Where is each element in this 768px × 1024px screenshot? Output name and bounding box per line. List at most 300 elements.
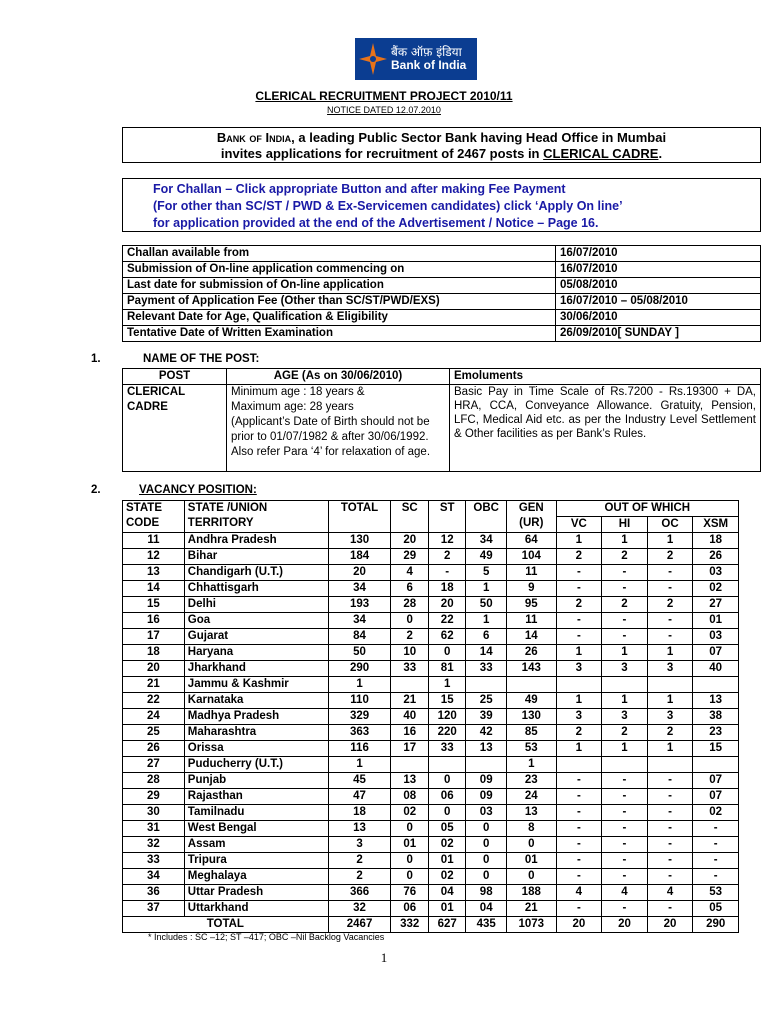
table-cell: 1	[602, 533, 648, 549]
table-cell: 13	[693, 693, 739, 709]
table-cell: 1	[328, 677, 391, 693]
table-cell: -	[556, 837, 602, 853]
table-cell: 0	[428, 773, 465, 789]
table-cell: 50	[328, 645, 391, 661]
table-cell: -	[647, 853, 693, 869]
table-cell: 01	[391, 837, 428, 853]
table-cell: 12	[428, 533, 465, 549]
table-cell: 3	[328, 837, 391, 853]
table-cell: -	[602, 613, 648, 629]
table-cell: -	[556, 869, 602, 885]
table-row	[123, 789, 739, 805]
date-value: 05/08/2010	[556, 278, 761, 294]
age-min: Minimum age : 18 years &	[231, 386, 365, 398]
date-label: Relevant Date for Age, Qualification & Eligibility	[123, 310, 556, 326]
post-table	[122, 368, 761, 472]
table-cell	[693, 677, 739, 693]
state-name-cell: Karnataka	[184, 693, 328, 709]
table-cell: 2	[556, 549, 602, 565]
table-cell: 03	[466, 805, 507, 821]
table-cell: 1	[466, 581, 507, 597]
table-cell: 40	[693, 661, 739, 677]
table-cell: 1	[647, 741, 693, 757]
table-cell: 6	[391, 581, 428, 597]
age-note: (Applicant’s Date of Birth should not be prior to 01/07/1982 & after 30/06/1992. Also refer Para ‘4’ for relaxation of age.	[231, 416, 431, 458]
table-cell: -	[647, 773, 693, 789]
logo-english-text: Bank of India	[391, 58, 467, 72]
table-cell: 32	[123, 837, 185, 853]
table-cell: 62	[428, 629, 465, 645]
table-cell: -	[647, 565, 693, 581]
table-row	[123, 613, 739, 629]
table-cell: 22	[123, 693, 185, 709]
table-row	[123, 677, 739, 693]
table-cell: 2	[647, 597, 693, 613]
post-name: CLERICAL CADRE	[123, 385, 227, 472]
table-cell: -	[693, 821, 739, 837]
table-cell	[556, 677, 602, 693]
table-cell: 28	[391, 597, 428, 613]
column-header: ST	[428, 501, 465, 533]
table-cell: 188	[506, 885, 556, 901]
table-cell: -	[556, 613, 602, 629]
total-cell: 2467	[328, 917, 391, 933]
table-cell: -	[647, 613, 693, 629]
table-cell: 33	[466, 661, 507, 677]
table-cell: 0	[391, 853, 428, 869]
table-row	[123, 629, 739, 645]
table-cell: 366	[328, 885, 391, 901]
table-cell: 18	[693, 533, 739, 549]
table-cell: 20	[123, 661, 185, 677]
table-cell: -	[556, 581, 602, 597]
table-cell	[466, 677, 507, 693]
table-cell: 26	[693, 549, 739, 565]
table-cell: 3	[647, 661, 693, 677]
table-cell: 120	[428, 709, 465, 725]
table-cell: 34	[466, 533, 507, 549]
bank-name: Bank of India	[216, 130, 292, 145]
table-cell: 95	[506, 597, 556, 613]
footnote: * Includes : SC –12; ST –417; OBC –Nil Backlog Vacancies	[148, 932, 385, 942]
table-cell: 11	[123, 533, 185, 549]
section-title: NAME OF THE POST:	[143, 353, 260, 365]
table-cell: 98	[466, 885, 507, 901]
table-cell: 10	[391, 645, 428, 661]
total-cell: 627	[428, 917, 465, 933]
table-cell: 20	[328, 565, 391, 581]
column-header: XSM	[693, 517, 739, 533]
challan-box	[122, 178, 761, 232]
table-cell: 42	[466, 725, 507, 741]
table-cell: 130	[328, 533, 391, 549]
column-header: SC	[391, 501, 428, 533]
table-cell: 25	[123, 725, 185, 741]
table-cell: 0	[391, 869, 428, 885]
challan-line: For Challan – Click appropriate Button and after making Fee Payment	[153, 182, 566, 196]
table-cell: 13	[466, 741, 507, 757]
table-cell: 329	[328, 709, 391, 725]
state-name-cell: Jammu & Kashmir	[184, 677, 328, 693]
table-cell: 2	[556, 725, 602, 741]
column-header: AGE (As on 30/06/2010)	[227, 369, 450, 385]
table-cell: 21	[391, 693, 428, 709]
state-name-cell: Madhya Pradesh	[184, 709, 328, 725]
notice-date: NOTICE DATED 12.07.2010	[327, 105, 441, 115]
star-logo-icon	[355, 38, 391, 80]
table-cell: 2	[647, 549, 693, 565]
table-cell: 05	[693, 901, 739, 917]
total-row	[123, 917, 739, 933]
table-cell: 13	[391, 773, 428, 789]
column-header: POST	[123, 369, 227, 385]
state-name-cell: Bihar	[184, 549, 328, 565]
state-name-cell: Haryana	[184, 645, 328, 661]
table-cell: 2	[602, 597, 648, 613]
table-cell: 37	[123, 901, 185, 917]
table-cell: 13	[328, 821, 391, 837]
date-label: Payment of Application Fee (Other than SC/ST/PWD/EXS)	[123, 294, 556, 310]
intro-period: .	[658, 146, 663, 161]
state-name-cell: Uttar Pradesh	[184, 885, 328, 901]
table-cell: 2	[391, 629, 428, 645]
column-header: TOTAL	[328, 501, 391, 533]
table-cell: 4	[647, 885, 693, 901]
date-value: 30/06/2010	[556, 310, 761, 326]
table-cell: 15	[428, 693, 465, 709]
table-cell: 33	[123, 853, 185, 869]
table-cell: 64	[506, 533, 556, 549]
table-cell: 1	[647, 645, 693, 661]
table-cell: 20	[391, 533, 428, 549]
table-cell: 16	[123, 613, 185, 629]
table-row	[123, 310, 761, 326]
table-row	[123, 837, 739, 853]
vacancy-table	[122, 500, 739, 933]
page-number: 1	[380, 950, 388, 965]
table-row	[123, 326, 761, 342]
table-cell: 11	[506, 565, 556, 581]
table-cell	[693, 757, 739, 773]
table-row	[123, 278, 761, 294]
table-cell: 06	[391, 901, 428, 917]
table-row	[123, 294, 761, 310]
table-cell: -	[556, 821, 602, 837]
table-cell: 03	[693, 629, 739, 645]
table-row	[123, 597, 739, 613]
table-cell: 3	[647, 709, 693, 725]
table-cell: 32	[328, 901, 391, 917]
bank-logo	[355, 38, 477, 80]
state-name-cell: Jharkhand	[184, 661, 328, 677]
table-cell: 184	[328, 549, 391, 565]
section-title: VACANCY POSITION:	[139, 484, 257, 496]
table-cell: 22	[428, 613, 465, 629]
table-cell: 0	[466, 869, 507, 885]
table-cell: 3	[556, 661, 602, 677]
state-name-cell: Chandigarh (U.T.)	[184, 565, 328, 581]
table-cell: 15	[123, 597, 185, 613]
table-cell: 18	[328, 805, 391, 821]
table-cell: -	[647, 789, 693, 805]
state-name-cell: Andhra Pradesh	[184, 533, 328, 549]
state-name-cell: Gujarat	[184, 629, 328, 645]
table-row	[123, 805, 739, 821]
date-label: Last date for submission of On-line application	[123, 278, 556, 294]
total-cell: 332	[391, 917, 428, 933]
table-cell: 14	[123, 581, 185, 597]
table-cell: 04	[466, 901, 507, 917]
state-name-cell: Meghalaya	[184, 869, 328, 885]
table-cell: 8	[506, 821, 556, 837]
table-cell: 26	[506, 645, 556, 661]
table-cell: 14	[506, 629, 556, 645]
table-cell: 2	[647, 725, 693, 741]
table-cell	[647, 757, 693, 773]
total-cell: 290	[693, 917, 739, 933]
table-cell: 220	[428, 725, 465, 741]
table-cell: 0	[506, 837, 556, 853]
table-cell: 3	[602, 709, 648, 725]
table-cell: 20	[428, 597, 465, 613]
table-cell: 2	[328, 869, 391, 885]
table-cell: 110	[328, 693, 391, 709]
table-cell: 4	[602, 885, 648, 901]
table-cell: 49	[506, 693, 556, 709]
table-cell: 363	[328, 725, 391, 741]
table-cell: -	[647, 837, 693, 853]
table-cell: 02	[693, 805, 739, 821]
table-cell: 17	[391, 741, 428, 757]
column-header: STATE /UNION TERRITORY	[184, 501, 328, 533]
table-cell: -	[602, 837, 648, 853]
table-row	[123, 262, 761, 278]
table-cell: 17	[123, 629, 185, 645]
important-dates-table	[122, 245, 761, 342]
table-cell: 01	[428, 853, 465, 869]
state-name-cell: Delhi	[184, 597, 328, 613]
challan-line: (For other than SC/ST / PWD & Ex-Servicemen candidates) click ‘Apply On line’	[153, 199, 623, 213]
state-name-cell: Puducherry (U.T.)	[184, 757, 328, 773]
table-cell: 34	[328, 581, 391, 597]
table-cell: 29	[123, 789, 185, 805]
table-cell: -	[602, 853, 648, 869]
table-row	[123, 741, 739, 757]
table-cell	[602, 677, 648, 693]
state-name-cell: Assam	[184, 837, 328, 853]
table-cell: 1	[428, 677, 465, 693]
column-header: OBC	[466, 501, 507, 533]
table-cell: 23	[506, 773, 556, 789]
section-number: 1.	[91, 353, 101, 365]
table-cell: 0	[506, 869, 556, 885]
table-cell: 34	[328, 613, 391, 629]
state-name-cell: Tripura	[184, 853, 328, 869]
table-cell: -	[693, 853, 739, 869]
table-cell: -	[647, 629, 693, 645]
column-header: OUT OF WHICH	[556, 501, 738, 517]
state-name-cell: Maharashtra	[184, 725, 328, 741]
table-cell: 26	[123, 741, 185, 757]
table-cell: 9	[506, 581, 556, 597]
table-row	[123, 725, 739, 741]
table-cell: 3	[556, 709, 602, 725]
table-cell: -	[602, 581, 648, 597]
table-row	[123, 565, 739, 581]
table-cell: 09	[466, 789, 507, 805]
table-cell: 0	[391, 613, 428, 629]
table-header-row	[123, 369, 761, 385]
total-cell: 1073	[506, 917, 556, 933]
date-label: Tentative Date of Written Examination	[123, 326, 556, 342]
table-cell: -	[556, 773, 602, 789]
table-cell: -	[556, 901, 602, 917]
table-cell: 33	[391, 661, 428, 677]
table-cell: 1	[647, 693, 693, 709]
table-cell: -	[602, 629, 648, 645]
intro-line2: invites applications for recruitment of 2467 posts in	[220, 146, 544, 161]
table-cell: 31	[123, 821, 185, 837]
total-cell: 20	[647, 917, 693, 933]
state-name-cell: Rajasthan	[184, 789, 328, 805]
table-cell: 6	[466, 629, 507, 645]
table-cell: 2	[428, 549, 465, 565]
table-cell: -	[647, 805, 693, 821]
table-cell: 5	[466, 565, 507, 581]
table-cell: 13	[506, 805, 556, 821]
table-cell: 45	[328, 773, 391, 789]
table-row	[123, 885, 739, 901]
table-cell: -	[602, 869, 648, 885]
state-name-cell: Tamilnadu	[184, 805, 328, 821]
date-value: 16/07/2010 – 05/08/2010	[556, 294, 761, 310]
table-cell: 0	[428, 805, 465, 821]
table-cell: 0	[466, 821, 507, 837]
state-name-cell: Chhattisgarh	[184, 581, 328, 597]
table-header-row	[123, 501, 739, 517]
table-cell	[647, 677, 693, 693]
table-row	[123, 533, 739, 549]
date-value: 16/07/2010	[556, 262, 761, 278]
table-cell	[556, 757, 602, 773]
table-cell: 76	[391, 885, 428, 901]
table-cell: 1	[602, 693, 648, 709]
state-name-cell: Goa	[184, 613, 328, 629]
table-cell: 50	[466, 597, 507, 613]
table-cell: 02	[391, 805, 428, 821]
table-cell: -	[647, 901, 693, 917]
table-cell: -	[647, 581, 693, 597]
table-cell: 27	[693, 597, 739, 613]
table-cell	[466, 757, 507, 773]
table-cell: 1	[328, 757, 391, 773]
table-cell: 02	[693, 581, 739, 597]
table-cell: 2	[602, 725, 648, 741]
table-row	[123, 693, 739, 709]
table-cell: -	[556, 629, 602, 645]
table-cell: 21	[506, 901, 556, 917]
table-row	[123, 901, 739, 917]
table-cell: 09	[466, 773, 507, 789]
table-cell: 18	[428, 581, 465, 597]
table-cell: 27	[123, 757, 185, 773]
table-cell: 4	[556, 885, 602, 901]
table-cell: -	[647, 821, 693, 837]
column-header: HI	[602, 517, 648, 533]
table-cell: -	[693, 837, 739, 853]
state-name-cell: Orissa	[184, 741, 328, 757]
table-cell: 4	[391, 565, 428, 581]
table-cell: -	[556, 805, 602, 821]
table-row	[123, 549, 739, 565]
date-value: 16/07/2010	[556, 246, 761, 262]
table-row	[123, 581, 739, 597]
table-cell: 25	[466, 693, 507, 709]
table-cell: 84	[328, 629, 391, 645]
table-cell	[428, 757, 465, 773]
table-cell: 16	[391, 725, 428, 741]
table-cell: 14	[466, 645, 507, 661]
table-cell: 30	[123, 805, 185, 821]
column-header: Emoluments	[450, 369, 761, 385]
table-cell: 116	[328, 741, 391, 757]
cadre-name: CLERICAL CADRE	[543, 146, 659, 161]
table-cell: 2	[556, 597, 602, 613]
table-cell: 2	[602, 549, 648, 565]
table-cell: 01	[506, 853, 556, 869]
table-cell: -	[428, 565, 465, 581]
table-row	[123, 385, 761, 472]
table-cell: 13	[123, 565, 185, 581]
table-row	[123, 773, 739, 789]
table-cell: 11	[506, 613, 556, 629]
table-row	[123, 853, 739, 869]
table-cell	[602, 757, 648, 773]
table-cell: -	[602, 821, 648, 837]
table-cell: 49	[466, 549, 507, 565]
table-cell: 36	[123, 885, 185, 901]
total-label: TOTAL	[123, 917, 329, 933]
total-cell: 20	[602, 917, 648, 933]
table-cell: 28	[123, 773, 185, 789]
table-cell: 01	[428, 901, 465, 917]
table-cell: -	[602, 789, 648, 805]
age-max: Maximum age: 28 years	[231, 401, 354, 413]
table-cell: 85	[506, 725, 556, 741]
table-cell: 1	[602, 741, 648, 757]
table-cell: 02	[428, 837, 465, 853]
table-row	[123, 869, 739, 885]
total-cell: 435	[466, 917, 507, 933]
table-cell: 290	[328, 661, 391, 677]
table-row	[123, 709, 739, 725]
table-cell: 39	[466, 709, 507, 725]
table-cell: 07	[693, 773, 739, 789]
table-cell: 07	[693, 789, 739, 805]
table-cell: 1	[602, 645, 648, 661]
table-cell	[391, 677, 428, 693]
table-cell: 0	[466, 837, 507, 853]
table-cell: -	[602, 805, 648, 821]
table-cell: -	[602, 901, 648, 917]
table-cell: 1	[556, 645, 602, 661]
table-cell: 3	[602, 661, 648, 677]
table-cell: 47	[328, 789, 391, 805]
table-cell: 02	[428, 869, 465, 885]
table-row	[123, 757, 739, 773]
section-number: 2.	[91, 484, 101, 496]
table-cell: 1	[506, 757, 556, 773]
